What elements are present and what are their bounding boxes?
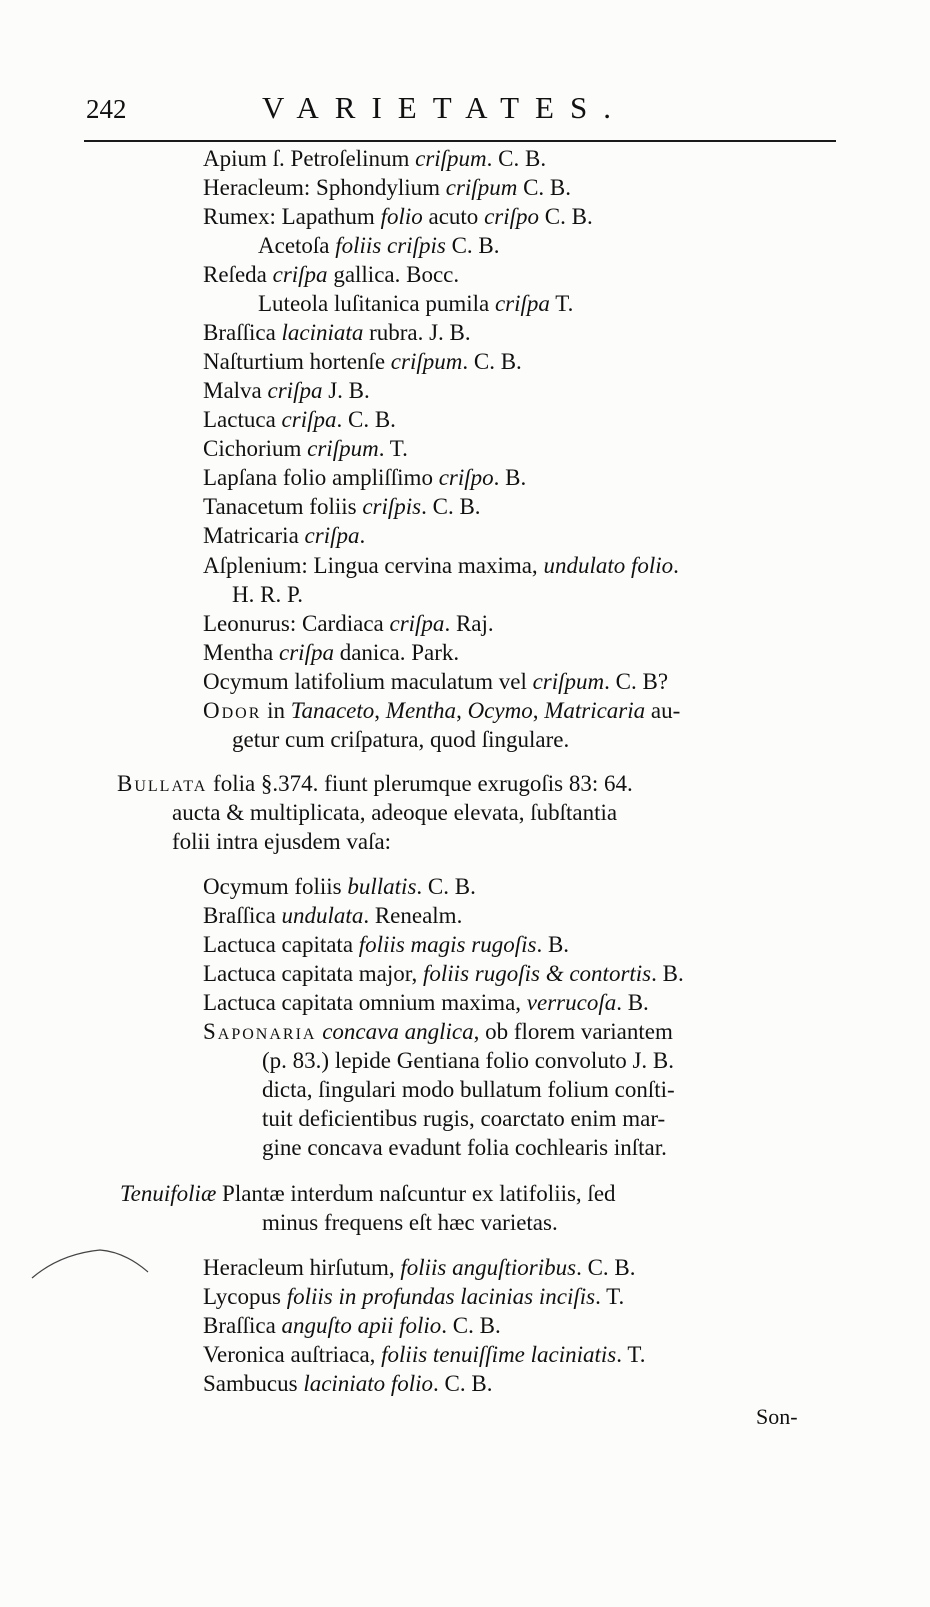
text-segment: Braſſica [203, 903, 282, 928]
italic-segment: laciniato folio [303, 1371, 434, 1396]
text-segment: Lapſana folio ampliſſimo [203, 465, 439, 490]
text-line [203, 1370, 492, 1398]
italic-segment: criſpa [494, 291, 550, 316]
text-segment: folii intra ejusdem vaſa: [172, 829, 392, 854]
italic-segment: criſpum [445, 175, 518, 200]
text-line [262, 1105, 665, 1133]
italic-segment: foliis criſpis [335, 233, 446, 258]
text-segment: Plantæ interdum naſcuntur ex latifoliis, ſed [216, 1181, 616, 1206]
italic-segment: foliis rugoſis & contortis [423, 961, 652, 986]
text-line [203, 552, 679, 580]
text-segment: Rumex: Lapathum [203, 204, 381, 229]
text-segment: Lactuca [203, 407, 282, 432]
text-line [203, 203, 593, 231]
text-segment: gine concava evadunt folia cochlearis inſtar. [262, 1135, 667, 1160]
text-segment: Aſplenium: Lingua cervina maxima, [203, 553, 544, 578]
text-line [262, 1134, 667, 1162]
text-segment: Veronica auſtriaca, [203, 1342, 382, 1367]
text-segment: Lactuca capitata [203, 932, 359, 957]
italic-segment: criſpum [415, 146, 487, 171]
text-segment: C. B. [539, 204, 593, 229]
text-segment: . Renealm. [363, 903, 463, 928]
text-line [203, 1312, 501, 1340]
italic-segment: foliis in profundas lacinias inciſis [286, 1284, 596, 1309]
text-line [117, 770, 633, 798]
italic-segment: laciniata [281, 320, 364, 345]
page-number: 242 [86, 94, 127, 124]
italic-segment: verrucoſa [526, 990, 617, 1015]
text-segment: . B. [651, 961, 684, 986]
italic-segment: Ocymo [467, 698, 533, 723]
text-segment: Tanacetum foliis [203, 494, 363, 519]
text-segment: H. R. P. [232, 582, 303, 607]
text-segment: J. B. [322, 378, 370, 403]
italic-segment: criſpo [484, 204, 540, 229]
text-line [203, 1283, 624, 1311]
text-segment: Malva [203, 378, 268, 403]
text-line [262, 1076, 675, 1104]
catchword: Son- [756, 1404, 798, 1429]
text-segment: . B. [616, 990, 649, 1015]
text-segment: Lactuca capitata major, [203, 961, 424, 986]
text-line [203, 493, 481, 521]
text-line [203, 435, 408, 463]
italic-segment: undulata [281, 903, 364, 928]
small-caps-segment: Saponaria [203, 1019, 317, 1044]
text-line [203, 348, 522, 376]
text-line [203, 174, 571, 202]
italic-segment: foliis tenuiſſime laciniatis [381, 1342, 617, 1367]
text-segment: . C. B. [421, 494, 481, 519]
text-segment: Sambucus [203, 1371, 304, 1396]
text-line [172, 828, 391, 856]
text-segment: . [359, 523, 366, 548]
text-segment: . C. B. [576, 1255, 636, 1280]
text-segment: Lactuca capitata omnium maxima, [203, 990, 527, 1015]
text-segment: . Raj. [444, 611, 494, 636]
text-segment: rubra. J. B. [363, 320, 471, 345]
text-segment: C. B. [517, 175, 571, 200]
text-segment: . T. [595, 1284, 625, 1309]
italic-segment: criſpa [304, 523, 360, 548]
text-segment: . C. B? [604, 669, 669, 694]
text-segment: . C. B. [462, 349, 522, 374]
text-segment: . T. [378, 436, 408, 461]
text-segment: Ocymum latifolium maculatum vel [203, 669, 533, 694]
text-segment: Braſſica [203, 1313, 282, 1338]
header-rule [84, 140, 836, 142]
italic-segment: criſpis [362, 494, 422, 519]
text-segment: , [532, 698, 545, 723]
text-line [258, 232, 500, 260]
text-segment: Heracleum: Sphondylium [203, 175, 446, 200]
text-segment: getur cum criſpatura, quod ſingulare. [232, 727, 570, 752]
text-line [232, 726, 569, 754]
text-segment: . B. [493, 465, 527, 490]
running-title: VARIETATES. [262, 90, 627, 125]
text-segment: Lycopus [203, 1284, 287, 1309]
text-segment: . B. [536, 932, 570, 957]
text-segment: Reſeda [203, 262, 273, 287]
small-caps-segment: Bullata [117, 771, 208, 796]
italic-segment: Tenuifoliæ [120, 1181, 217, 1206]
italic-segment: Mentha [385, 698, 457, 723]
italic-segment: Matricaria [544, 698, 646, 723]
text-line [203, 873, 476, 901]
text-line [172, 799, 617, 827]
text-segment: . [673, 553, 679, 578]
text-line [232, 581, 303, 609]
text-segment: , ob florem variantem [473, 1019, 673, 1044]
text-segment: . T. [616, 1342, 646, 1367]
text-line [203, 464, 526, 492]
italic-segment: criſpum [532, 669, 605, 694]
text-line [120, 1180, 616, 1208]
text-segment: dicta, ſingulari modo bullatum folium conſti- [262, 1077, 675, 1102]
italic-segment: foliis magis rugoſis [358, 932, 537, 957]
italic-segment: criſpum [307, 436, 379, 461]
text-segment: Cichorium [203, 436, 308, 461]
text-line [203, 319, 471, 347]
text-segment: aucta & multiplicata, adeoque elevata, ſubſtantia [172, 800, 618, 825]
italic-segment: anguſto apii folio [281, 1313, 442, 1338]
italic-segment: Tanaceto [290, 698, 375, 723]
text-segment: . C. B. [486, 146, 547, 171]
text-segment: Ocymum foliis [203, 874, 348, 899]
text-line [203, 697, 680, 725]
text-segment: Naſturtium hortenſe [203, 349, 391, 374]
text-segment: C. B. [445, 233, 500, 258]
text-segment: (p. 83.) lepide Gentiana folio convoluto J. B. [262, 1048, 675, 1073]
text-segment: minus frequens eſt hæc varietas. [262, 1210, 558, 1235]
text-line [203, 1341, 645, 1369]
italic-segment: foliis anguſtioribus [400, 1255, 577, 1280]
text-segment: Matricaria [203, 523, 305, 548]
text-line [203, 377, 370, 405]
text-segment: au- [645, 698, 681, 723]
text-line [203, 902, 462, 930]
text-line [203, 989, 649, 1017]
text-line [203, 145, 546, 173]
text-line [258, 290, 573, 318]
italic-segment: criſpa [272, 262, 328, 287]
text-segment: Mentha [203, 640, 280, 665]
text-line [203, 1254, 636, 1282]
text-segment: Acetoſa [258, 233, 336, 258]
text-line [203, 1018, 673, 1046]
italic-segment: bullatis [347, 874, 417, 899]
text-line [203, 406, 396, 434]
italic-segment: criſpum [390, 349, 463, 374]
text-segment: . C. B. [336, 407, 396, 432]
text-line [203, 610, 494, 638]
italic-segment: criſpa [279, 640, 334, 665]
text-segment: , [456, 698, 468, 723]
text-segment: , [374, 698, 386, 723]
text-line [203, 931, 569, 959]
text-segment: Apium ſ. Petroſelinum [203, 146, 416, 171]
text-line [203, 668, 668, 696]
text-line [203, 960, 684, 988]
text-segment: . C. B. [433, 1371, 493, 1396]
italic-segment: criſpo [438, 465, 494, 490]
text-line [203, 639, 459, 667]
text-line [203, 522, 365, 550]
text-segment: tuit deficientibus rugis, coarctato enim mar- [262, 1106, 666, 1131]
text-segment: . C. B. [441, 1313, 501, 1338]
text-segment: Leonurus: Cardiaca [203, 611, 390, 636]
text-line [262, 1209, 558, 1237]
italic-segment: folio [380, 204, 423, 229]
text-segment: T. [549, 291, 574, 316]
italic-segment: criſpa [389, 611, 445, 636]
italic-segment: concava anglica [322, 1019, 474, 1044]
text-segment: in [261, 698, 291, 723]
text-segment: Heracleum hirſutum, [203, 1255, 401, 1280]
text-segment: acuto [422, 204, 485, 229]
text-segment: danica. Park. [333, 640, 460, 665]
text-segment: folia §.374. fiunt plerumque exrugoſis 83: 64. [207, 771, 633, 796]
text-segment: gallica. Bocc. [327, 262, 460, 287]
text-line [262, 1047, 674, 1075]
italic-segment: criſpa [267, 378, 323, 403]
text-segment: . C. B. [416, 874, 476, 899]
text-line [203, 261, 459, 289]
italic-segment: criſpa [281, 407, 337, 432]
italic-segment: undulato folio [543, 553, 674, 578]
text-segment: Braſſica [203, 320, 282, 345]
small-caps-segment: Odor [203, 698, 262, 723]
text-segment: Luteola luſitanica pumila [258, 291, 495, 316]
pen-stroke-mark [30, 1242, 150, 1282]
